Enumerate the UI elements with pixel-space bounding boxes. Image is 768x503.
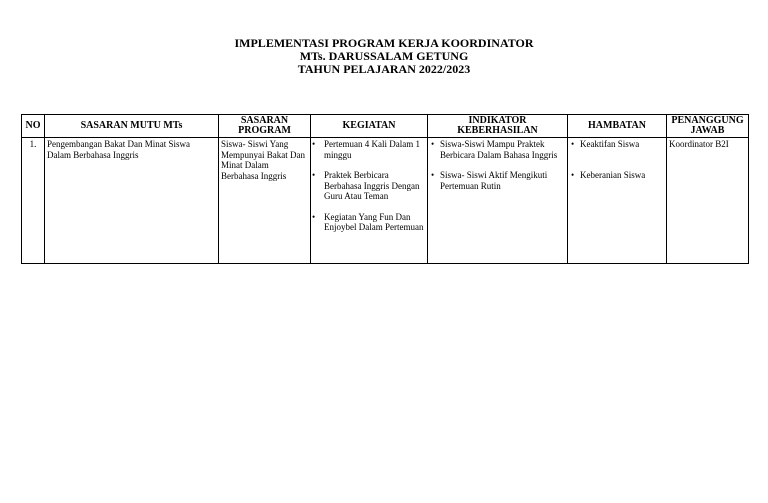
header-hambatan: HAMBATAN [568, 115, 667, 138]
bullet-icon: • [431, 139, 435, 149]
indikator-item [430, 139, 565, 160]
hambatan-item [570, 139, 664, 150]
program-table [21, 114, 749, 264]
cell-hambatan [568, 138, 667, 264]
cell-indikator [428, 138, 568, 264]
cell-sasaran-mutu: Pengembangan Bakat Dan Minat Siswa Dalam Berbahasa Inggris [45, 138, 219, 264]
kegiatan-item [313, 139, 425, 160]
title-line-3: TAHUN PELAJARAN 2022/2023 [297, 62, 471, 76]
hambatan-text: Keberanian Siswa [580, 169, 646, 180]
indikator-text: Siswa-Siswi Mampu Praktek Berbicara Dalam Bahasa Inggris [440, 139, 558, 160]
bullet-icon: • [571, 139, 575, 149]
header-no: NO [22, 115, 45, 138]
title-line-1: IMPLEMENTASI PROGRAM KERJA KOORDINATOR [234, 36, 534, 50]
document-title [0, 37, 768, 76]
header-row [22, 115, 749, 138]
bullet-icon: • [312, 139, 316, 149]
header-indikator: INDIKATOR KEBERHASILAN [428, 115, 568, 138]
header-sasaran-mutu: SASARAN MUTU MTs [45, 115, 219, 138]
kegiatan-list [313, 139, 425, 233]
header-penanggung-jawab: PENANGGUNG JAWAB [667, 115, 749, 138]
cell-kegiatan [311, 138, 428, 264]
kegiatan-text: Praktek Berbicara Berbahasa Inggris Dengan Guru Atau Teman [324, 170, 420, 201]
hambatan-text: Keaktifan Siswa [580, 139, 640, 149]
bullet-icon: • [571, 169, 575, 180]
kegiatan-item [313, 170, 425, 202]
cell-sasaran-program: Siswa- Siswi Yang Mempunyai Bakat Dan Minat Dalam Berbahasa Inggris [219, 138, 311, 264]
bullet-icon: • [431, 170, 435, 180]
table-row [22, 138, 749, 264]
indikator-list [430, 139, 565, 191]
header-sasaran-program: SASARAN PROGRAM [219, 115, 311, 138]
cell-penanggung-jawab: Koordinator B2I [667, 138, 749, 264]
bullet-icon: • [312, 211, 316, 222]
bullet-icon: • [312, 170, 316, 180]
indikator-item [430, 170, 565, 191]
title-line-2: MTs. DARUSSALAM GETUNG [299, 49, 469, 63]
kegiatan-text: Pertemuan 4 Kali Dalam 1 minggu [324, 139, 420, 160]
cell-no: 1. [22, 138, 45, 264]
indikator-text: Siswa- Siswi Aktif Mengikuti Pertemuan Rutin [440, 170, 548, 191]
hambatan-list [570, 139, 664, 180]
hambatan-item [570, 170, 664, 181]
header-kegiatan: KEGIATAN [311, 115, 428, 138]
kegiatan-item [313, 212, 425, 233]
kegiatan-text: Kegiatan Yang Fun Dan Enjoybel Dalam Pertemuan [324, 211, 424, 232]
